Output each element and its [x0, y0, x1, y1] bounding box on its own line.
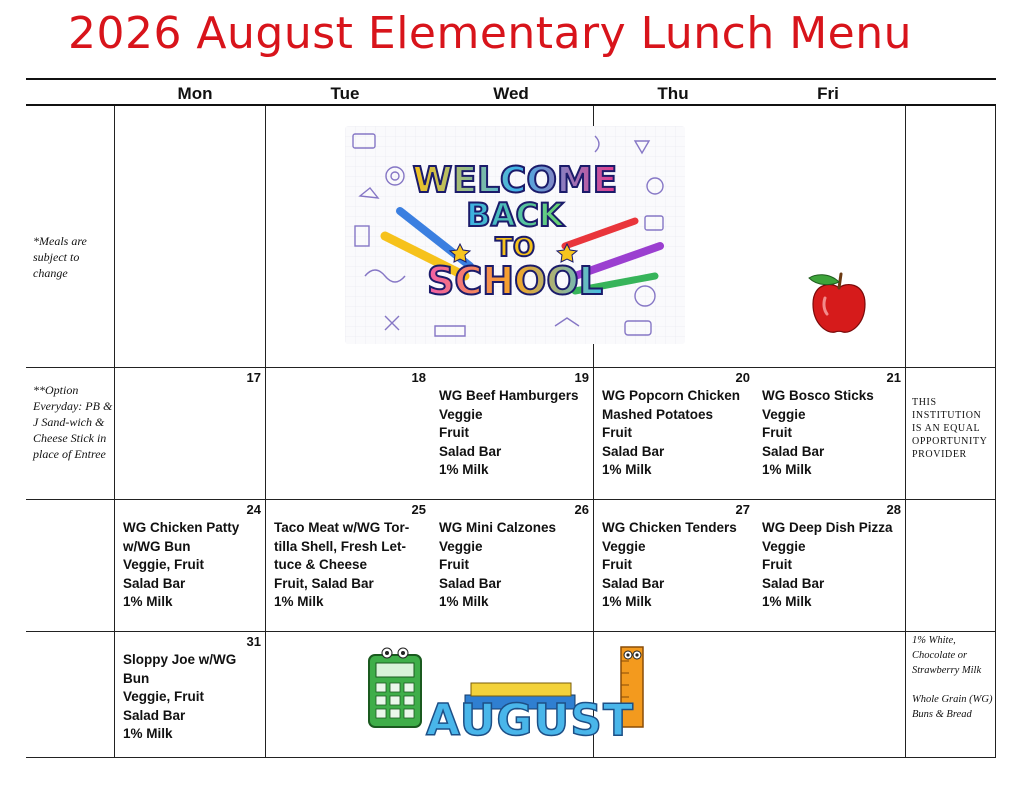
day-mon: Mon: [177, 84, 213, 103]
date-number: 20: [735, 370, 750, 385]
day-cell-24: [115, 499, 265, 631]
menu-item: 1% Milk: [123, 594, 173, 609]
menu-item: WG Mini Calzones: [439, 520, 557, 535]
menu-item: WG Beef Hamburgers: [439, 388, 579, 403]
date-number: 18: [411, 370, 426, 385]
menu-item: Salad Bar: [602, 443, 665, 459]
menu-items: [762, 519, 893, 612]
date-number: 31: [246, 634, 261, 649]
day-cell-25: [266, 499, 430, 631]
menu-item: 1% Milk: [762, 462, 812, 477]
day-tue: Tue: [330, 84, 360, 103]
day-cell-21: [754, 367, 905, 499]
menu-items: [274, 519, 409, 612]
menu-items: [123, 651, 236, 744]
day-cell-26: [431, 499, 593, 631]
menu-item: Salad Bar: [762, 443, 825, 459]
menu-item: Salad Bar: [439, 443, 502, 459]
svg-text:AUGUST: AUGUST: [426, 695, 634, 740]
menu-item: 1% Milk: [439, 594, 489, 609]
menu-item: Fruit: [602, 425, 632, 440]
welcome-back-to-school-image: [345, 126, 685, 344]
date-number: 25: [411, 502, 426, 517]
date-number: 17: [246, 370, 261, 385]
menu-item: WG Deep Dish Pizza: [762, 520, 893, 535]
menu-item: Salad Bar: [762, 575, 825, 591]
menu-item: Veggie: [439, 538, 483, 554]
menu-item: Veggie: [762, 406, 806, 422]
equal-opportunity-note: THIS INSTITUTION IS AN EQUAL OPPORTUNITY PROVIDER: [912, 397, 988, 460]
menu-item: Fruit: [439, 425, 469, 440]
date-number: 28: [886, 502, 901, 517]
menu-item: Bun: [123, 670, 150, 686]
menu-item: Taco Meat w/WG Tor-: [274, 520, 410, 535]
day-cell-31: [115, 631, 265, 757]
date-number: 24: [246, 502, 261, 517]
menu-item: Salad Bar: [602, 575, 665, 591]
menu-item: WG Popcorn Chicken: [602, 388, 741, 403]
svg-text:SCHOOL: SCHOOL: [427, 259, 603, 303]
date-number: 21: [886, 370, 901, 385]
menu-item: tuce & Cheese: [274, 557, 368, 572]
day-cell-20: [594, 367, 754, 499]
grain-note: Whole Grain (WG) Buns & Bread: [912, 694, 993, 720]
menu-items: [439, 519, 556, 612]
apple-icon: [805, 268, 873, 338]
menu-item: Veggie: [762, 538, 806, 554]
date-number: 27: [735, 502, 750, 517]
menu-item: 1% Milk: [123, 726, 173, 741]
meals-change-note: *Meals are subject to change: [33, 234, 87, 280]
august-image: [365, 645, 685, 740]
day-wed: Wed: [493, 84, 529, 103]
day-thu: Thu: [657, 84, 689, 103]
menu-item: Fruit: [762, 425, 792, 440]
menu-item: w/WG Bun: [123, 538, 191, 554]
menu-items: [762, 387, 874, 480]
menu-item: Fruit: [439, 557, 469, 572]
menu-item: Fruit: [602, 557, 632, 572]
menu-item: Fruit: [762, 557, 792, 572]
svg-text:BACK: BACK: [466, 196, 564, 234]
menu-item: 1% Milk: [762, 594, 812, 609]
day-cell-19: [431, 367, 593, 499]
menu-item: Veggie, Fruit: [123, 689, 205, 704]
menu-item: Veggie, Fruit: [123, 557, 205, 572]
menu-item: 1% Milk: [602, 462, 652, 477]
menu-item: Sloppy Joe w/WG: [123, 652, 237, 667]
menu-item: 1% Milk: [274, 594, 324, 609]
grid-col-line: [905, 106, 906, 758]
day-fri: Fri: [817, 84, 839, 103]
milk-note: 1% White, Chocolate or Strawberry Milk: [912, 635, 982, 676]
day-cell-18: [266, 367, 430, 499]
menu-item: 1% Milk: [602, 594, 652, 609]
weekday-header: [115, 84, 905, 106]
menu-item: Veggie: [439, 406, 483, 422]
menu-item: tilla Shell, Fresh Let-: [274, 538, 407, 554]
header-rule-top: [26, 78, 996, 80]
svg-text:WELCOME: WELCOME: [412, 160, 618, 201]
menu-item: Mashed Potatoes: [602, 406, 714, 422]
day-cell-28: [754, 499, 905, 631]
menu-item: 1% Milk: [439, 462, 489, 477]
menu-item: Veggie: [602, 538, 646, 554]
menu-items: [123, 519, 239, 612]
menu-item: Salad Bar: [123, 575, 186, 591]
menu-items: [602, 519, 737, 612]
date-number: 19: [574, 370, 589, 385]
svg-text:TO: TO: [495, 233, 535, 263]
menu-item: WG Bosco Sticks: [762, 388, 874, 403]
menu-items: [439, 387, 579, 480]
page-title: 2026 August Elementary Lunch Menu: [67, 8, 913, 59]
menu-items: [602, 387, 740, 480]
grid-row-line: [26, 757, 996, 758]
day-cell-17: [115, 367, 265, 499]
menu-item: Salad Bar: [123, 707, 186, 723]
option-note: **Option Everyday: PB & J Sand-wich & Cheese Stick in place of Entree: [33, 383, 113, 461]
menu-item: WG Chicken Tenders: [602, 520, 737, 535]
menu-item: Salad Bar: [439, 575, 502, 591]
date-number: 26: [574, 502, 589, 517]
day-cell-27: [594, 499, 754, 631]
menu-item: WG Chicken Patty: [123, 520, 240, 535]
menu-item: Fruit, Salad Bar: [274, 575, 374, 591]
